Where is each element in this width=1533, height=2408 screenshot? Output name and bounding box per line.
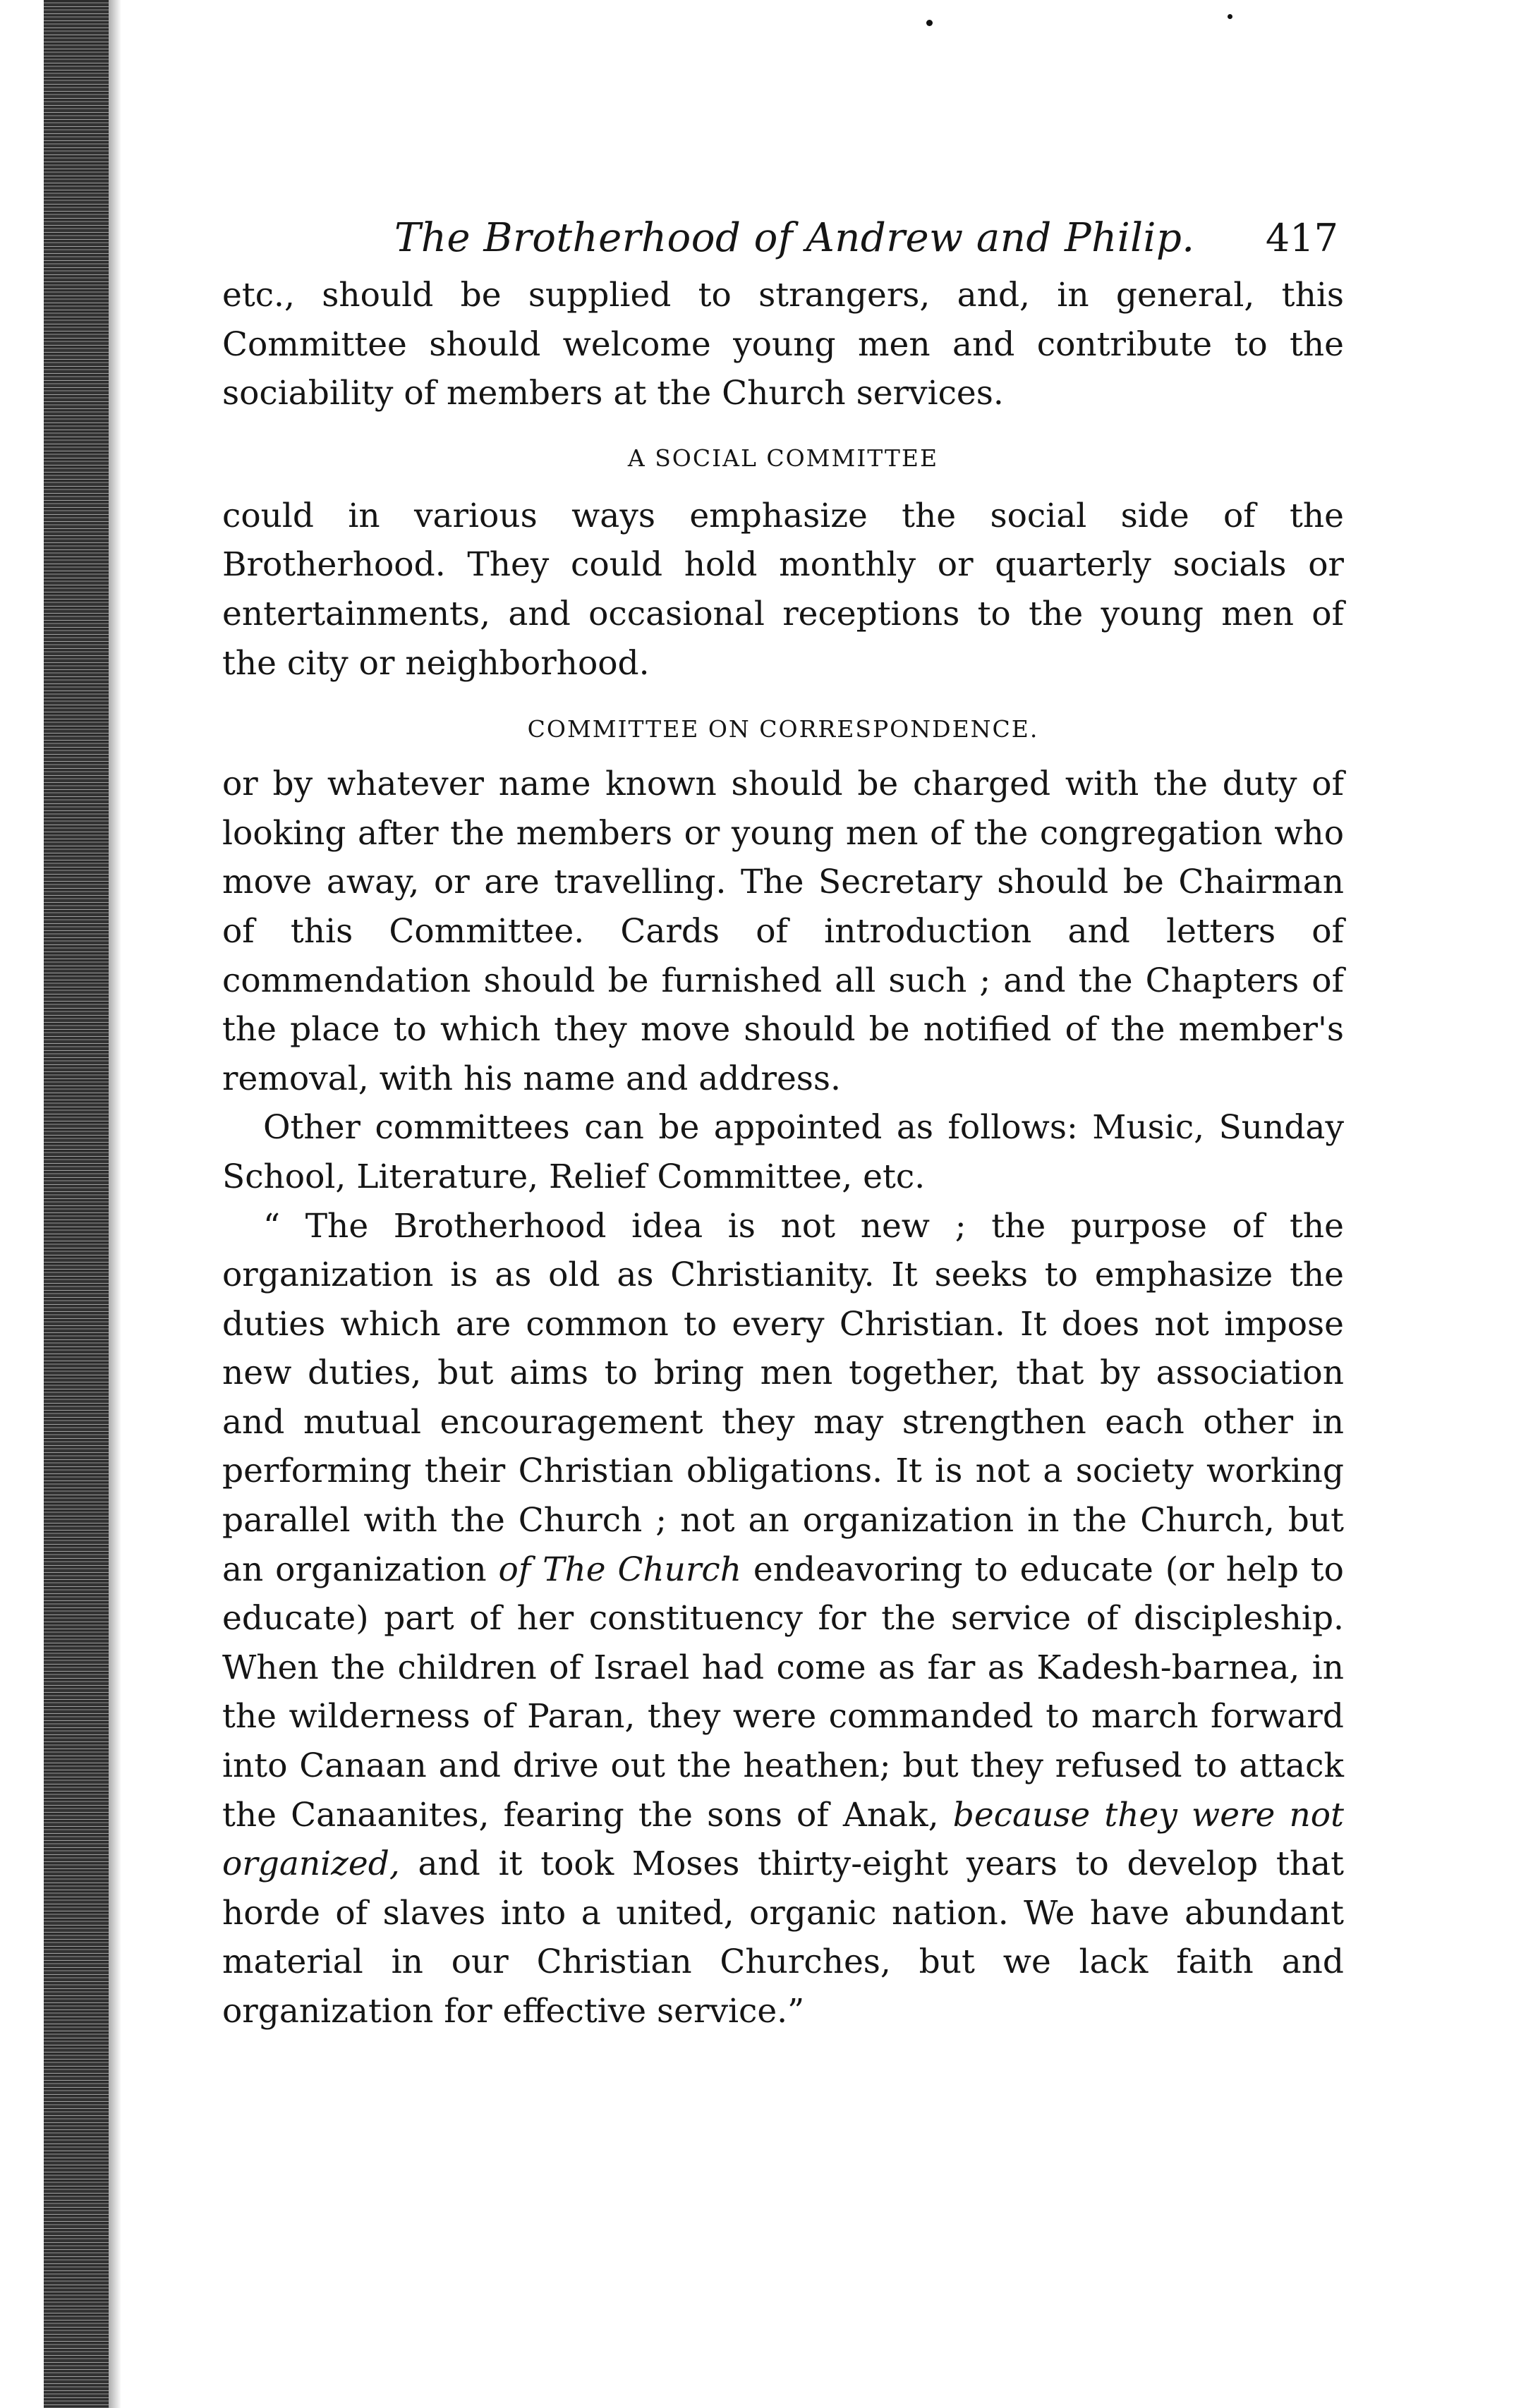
page-binding-edge [44,0,109,2408]
section-heading: COMMITTEE ON CORRESPONDENCE. [527,715,1039,743]
scan-speck [1228,14,1232,19]
quote-italic-text: of The Church [498,1550,742,1589]
quote-text: “ The Brotherhood idea is not new ; the purpose of the organization is as old as Christianity. It seeks to emphasize the duties which are common to every Christian. It does not impose new duties, but aims to bring men together, that by association and mutual encouragement they may strengthen each other in performing their Christian obligations. It is not a society working parallel with the Church ; not an organization in the Church, but an organization [222,1206,1344,1589]
page-body [222,271,1344,2036]
quote-italic-text: because they were not organized, [222,1795,1344,1884]
body-paragraph: etc., should be supplied to strangers, and, in general, this Committee should welcome young men and contribute to the sociability of members at the Church services. [222,276,1344,413]
running-title: The Brotherhood of Andrew and Philip. [394,215,1195,261]
quote-text: and it took Moses thirty-eight years to develop that horde of slaves into a united, organic nation. We have abundant material in our Christian Churches, but we lack faith and organization for effective service.” [222,1844,1344,2031]
body-paragraph: Other committees can be appointed as follows: Music, Sunday School, Literature, Relief Committee, etc. [222,1108,1344,1196]
running-head [222,212,1344,271]
section-heading: A SOCIAL COMMITTEE [627,444,939,472]
book-page [222,212,1344,2036]
scan-speck [926,20,933,26]
quote-text: endeavoring to educate (or help to educate) part of her constituency for the service of discipleship. When the children of Israel had come as far as Kadesh-barnea, in the wilderness of Paran, they were commanded to march forward into Canaan and drive out the heathen; but they refused to attack the Canaanites, fearing the sons of Anak, [222,1550,1344,1835]
page-number: 417 [1265,216,1338,260]
body-paragraph: could in various ways emphasize the social side of the Brotherhood. They could hold monthly or quarterly socials or entertainments, and occasional receptions to the young men of the city or neighborhood. [222,496,1344,683]
quoted-paragraph [222,1202,1344,2036]
body-paragraph: or by whatever name known should be charged with the duty of looking after the members or young men of the congregation who move away, or are travelling. The Secretary should be Chairman of this Committee. Cards of introduction and letters of commendation should be furnished all such ; and the Chapters of the place to which they move should be notified of the member's removal, with his name and address. [222,765,1344,1098]
